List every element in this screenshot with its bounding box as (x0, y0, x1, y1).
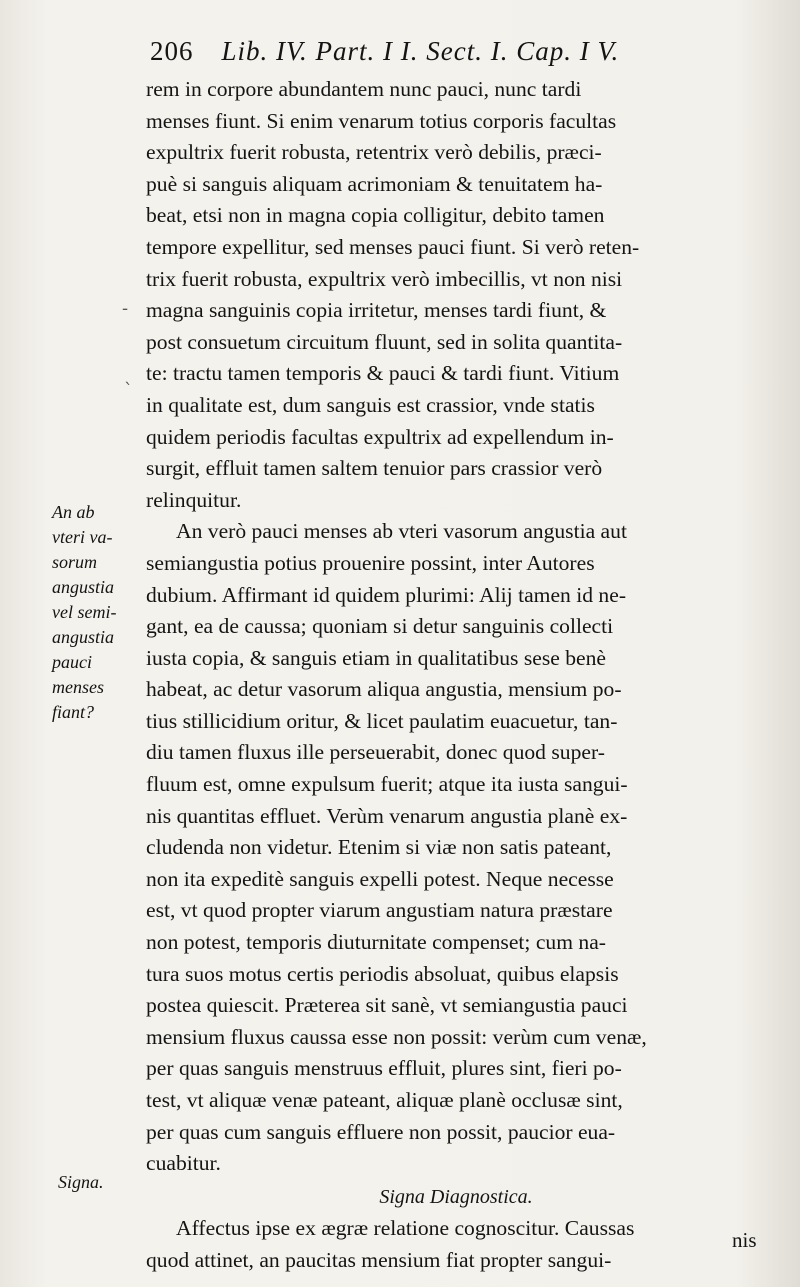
paragraph-2 (146, 516, 766, 1179)
text-line: test, vt aliquæ venæ pateant, aliquæ planè occlusæ sint, (146, 1088, 623, 1112)
text-line: mensium fluxus caussa esse non possit: verùm cum venæ, (146, 1024, 647, 1049)
text-line: rem in corpore abundantem nunc pauci, nunc tardi (146, 77, 582, 101)
text-line: cuabitur. (146, 1151, 221, 1176)
text-line: iusta copia, & sanguis etiam in qualitatibus sese benè (146, 645, 606, 670)
text-line: non ita expeditè sanguis expelli potest. Neque necesse (146, 866, 614, 891)
text-line: dubium. Affirmant id quidem plurimi: Alij tamen id ne- (146, 582, 627, 607)
margin-note-line: vteri va- (52, 527, 113, 547)
text-line: beat, etsi non in magna copia colligitur, debito tamen (146, 203, 605, 228)
text-line: gant, ea de caussa; quoniam si detur sanguinis collecti (146, 614, 614, 639)
margin-note-line: angustia (52, 577, 115, 597)
margin-note-line: An ab (52, 502, 95, 522)
text-line: habeat, ac detur vasorum aliqua angustia, mensium po- (146, 677, 622, 702)
running-title: Lib. IV. Part. I I. Sect. I. Cap. I V. (221, 36, 620, 66)
text-line: quod attinet, an paucitas mensium fiat propter sangui- (146, 1247, 612, 1272)
section-heading: Signa Diagnostica. (379, 1185, 533, 1208)
page-number: 206 (150, 36, 194, 66)
text-line: postea quiescit. Præterea sit sanè, vt semiangustia pauci (146, 993, 628, 1018)
text-line: tura suos motus certis periodis absoluat, quibus elapsis (146, 961, 619, 986)
text-line: surgit, effluit tamen saltem tenuior pars crassior verò (146, 456, 603, 481)
margin-note-line: sorum (52, 552, 98, 572)
paragraph-3 (146, 1213, 766, 1276)
text-line: Affectus ipse ex ægræ relatione cognoscitur. Caussas (176, 1216, 635, 1241)
printer-mark: - (122, 298, 129, 319)
text-line: trix fuerit robusta, expultrix verò imbecillis, vt non nisi (146, 266, 623, 291)
text-line: menses fiunt. Si enim venarum totius corporis facultas (146, 108, 617, 133)
text-line: post consuetum circuitum fluunt, sed in solita quantita- (146, 329, 623, 354)
text-line: fluum est, omne expulsum fuerit; atque ita iusta sangui- (146, 772, 628, 797)
text-line: tempore expellitur, sed menses pauci fiunt. Si verò reten- (146, 234, 640, 259)
text-line: An verò pauci menses ab vteri vasorum angustia aut (176, 519, 627, 544)
text-line: magna sanguinis copia irritetur, menses tardi fiunt, & (146, 298, 607, 323)
printer-mark: ` (124, 380, 133, 401)
margin-note-line: vel semi- (52, 602, 117, 622)
text-line: nis quantitas effluet. Verùm venarum angustia planè ex- (146, 803, 628, 828)
text-line: per quas sanguis menstruus effluit, plures sint, fieri po- (146, 1056, 622, 1081)
margin-note-line: fiant? (52, 702, 95, 722)
running-header (150, 36, 760, 70)
text-line: puè si sanguis aliquam acrimoniam & tenuitatem ha- (146, 171, 603, 196)
text-line: te: tractu tamen temporis & pauci & tardi fiunt. Vitium (146, 361, 620, 386)
text-line: quidem periodis facultas expultrix ad expellendum in- (146, 424, 614, 449)
text-line: diu tamen fluxus ille perseuerabit, donec quod super- (146, 740, 605, 765)
margin-note-line: pauci (52, 652, 92, 672)
main-text (146, 74, 766, 1277)
text-line: in qualitate est, dum sanguis est crassior, vnde statis (146, 392, 595, 417)
margin-note-question (52, 500, 144, 725)
text-line: est, vt quod propter viarum angustiam natura præstare (146, 898, 613, 923)
text-line: per quas cum sanguis effluere non possit, paucior eua- (146, 1119, 616, 1144)
paragraph-1 (146, 74, 766, 516)
margin-note-line: angustia (52, 627, 115, 647)
margin-note-signa: Signa. (58, 1172, 104, 1192)
text-line: semiangustia potius prouenire possint, inter Autores (146, 550, 595, 575)
catchword: nis (732, 1228, 757, 1252)
text-line: expultrix fuerit robusta, retentrix verò debilis, præci- (146, 140, 602, 165)
text-line: relinquitur. (146, 487, 242, 512)
margin-note-line: menses (52, 677, 104, 697)
text-line: non potest, temporis diuturnitate compenset; cum na- (146, 930, 606, 955)
text-line: cludenda non videtur. Etenim si viæ non satis pateant, (146, 835, 612, 860)
text-line: tius stillicidium oritur, & licet paulatim euacuetur, tan- (146, 708, 618, 733)
